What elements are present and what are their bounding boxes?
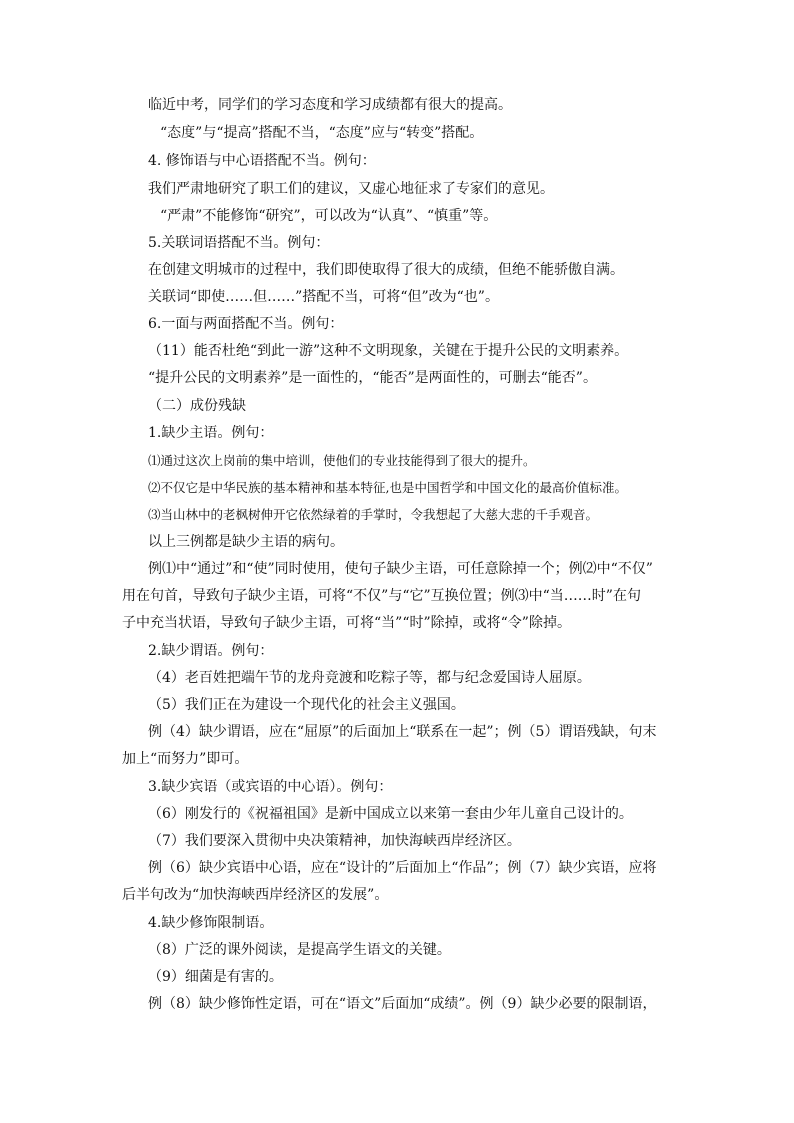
section-heading: 4.缺少修饰限制语。: [148, 915, 274, 931]
example-sentence: （4）老百姓把端午节的龙舟竞渡和吃粽子等，都与纪念爱国诗人屈原。: [148, 670, 591, 686]
text-line: 例⑴中“通过”和“使”同时使用，使句子缺少主语，可任意除掉一个；例⑵中“不仅”: [148, 561, 653, 577]
section-heading: 4. 修饰语与中心语搭配不当。例句：: [148, 153, 376, 169]
section-heading: 2.缺少谓语。例句：: [148, 643, 274, 659]
section-heading: （二）成份残缺: [148, 398, 246, 414]
text-line: 在创建文明城市的过程中，我们即使取得了很大的成绩，但绝不能骄傲自满。: [148, 262, 624, 278]
text-line: 例（4）缺少谓语，应在“屈原”的后面加上“联系在一起”；例（5）谓语残缺，句末: [148, 724, 657, 740]
example-sentence: （6）刚发行的《祝福祖国》是新中国成立以来第一套由少年儿童自己设计的。: [148, 806, 633, 822]
example-sentence: ⑶当山林中的老枫树伸开它依然绿着的手掌时，令我想起了大慈大悲的千手观音。: [148, 507, 599, 522]
text-line: 临近中考，同学们的学习态度和学习成绩都有很大的提高。: [148, 97, 512, 113]
text-line: 用在句首，导致句子缺少主语，可将“不仅”与“它”互换位置；例⑶中“当……时”在句: [122, 588, 641, 604]
text-line: “态度”与“提高”搭配不当，“态度”应与“转变”搭配。: [160, 125, 484, 141]
example-sentence: （7）我们要深入贯彻中央决策精神，加快海峡西岸经济区。: [148, 833, 521, 849]
text-line: 例（8）缺少修饰性定语，可在“语文”后面加“成绩”。例（9）缺少必要的限制语，: [148, 996, 657, 1012]
text-line: 我们严肃地研究了职工们的建议，又虚心地征求了专家们的意见。: [148, 181, 554, 197]
text-line: 后半句改为“加快海峡西岸经济区的发展”。: [122, 887, 389, 903]
text-line: “提升公民的文明素养”是一面性的，“能否”是两面性的，可删去“能否”。: [148, 370, 597, 386]
text-line: 加上“而努力”即可。: [122, 751, 249, 767]
text-line: （11）能否杜绝“到此一游”这种不文明现象，关键在于提升公民的文明素养。: [148, 343, 629, 359]
example-sentence: ⑵不仅它是中华民族的基本精神和基本特征,也是中国哲学和中国文化的最高价值标准。: [148, 480, 627, 495]
section-heading: 5.关联词语搭配不当。例句：: [148, 235, 330, 251]
text-line: 关联词“即使……但……”搭配不当，可将“但”改为“也”。: [148, 289, 499, 305]
text-line: 以上三例都是缺少主语的病句。: [148, 534, 344, 550]
text-line: “严肃”不能修饰“研究”，可以改为“认真”、“慎重”等。: [160, 208, 498, 224]
text-line: 例（6）缺少宾语中心语，应在“设计的”后面加上“作品”；例（7）缺少宾语，应将: [148, 860, 657, 876]
section-heading: 3.缺少宾语（或宾语的中心语）。例句：: [148, 779, 393, 795]
text-line: 子中充当状语，导致句子缺少主语，可将“当”“时”除掉，或将“令”除掉。: [122, 615, 571, 631]
example-sentence: ⑴通过这次上岗前的集中培训，使他们的专业技能得到了很大的提升。: [148, 453, 536, 468]
example-sentence: （9）细菌是有害的。: [148, 969, 283, 985]
example-sentence: （8）广泛的课外阅读，是提高学生语文的关键。: [148, 942, 451, 958]
example-sentence: （5）我们正在为建设一个现代化的社会主义强国。: [148, 697, 465, 713]
section-heading: 1.缺少主语。例句：: [148, 425, 274, 441]
section-heading: 6.一面与两面搭配不当。例句：: [148, 316, 344, 332]
